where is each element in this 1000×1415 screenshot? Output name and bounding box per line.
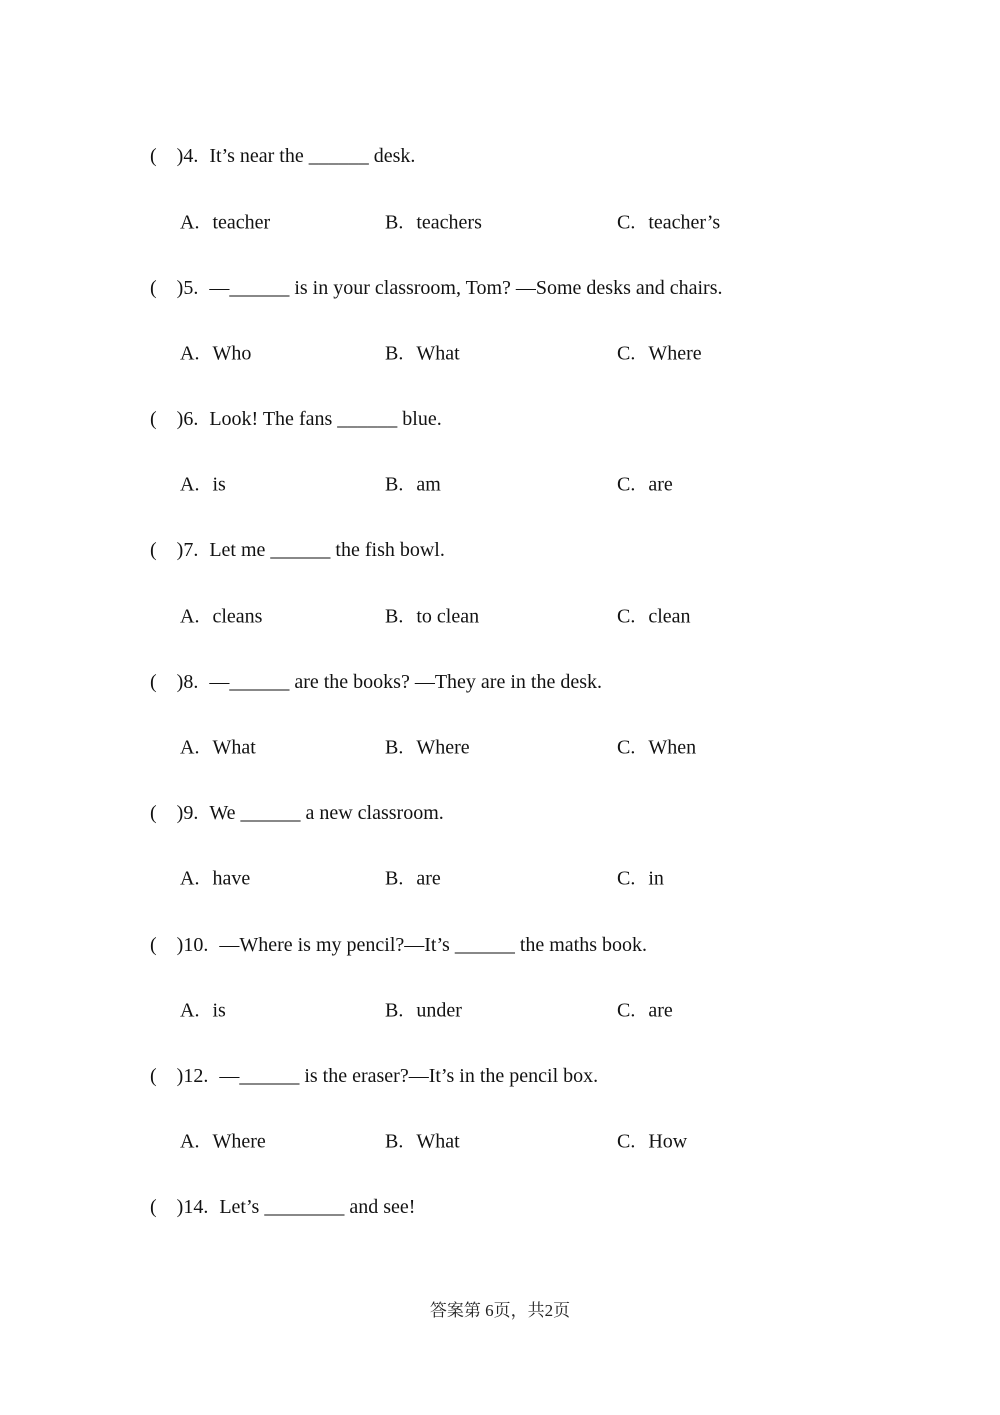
option-c	[617, 474, 673, 497]
option-label: A.	[180, 867, 200, 890]
option-c	[617, 737, 696, 760]
option-label: B.	[385, 605, 404, 628]
options-line-6	[0, 452, 1000, 518]
question-stem: —Where is my pencil?—It’s ______ the maths book.	[219, 933, 648, 956]
option-text: is	[212, 473, 226, 496]
option-label: B.	[385, 736, 404, 759]
question-stem: —______ is the eraser?—It’s in the pencil box.	[219, 1064, 599, 1087]
option-text: cleans	[212, 605, 263, 628]
option-text: How	[648, 1130, 688, 1153]
option-b	[385, 342, 460, 365]
option-text: What	[212, 736, 256, 759]
option-b	[385, 605, 479, 628]
options-line-7	[0, 584, 1000, 650]
question-line-8	[0, 650, 1000, 716]
option-label: C.	[617, 1130, 636, 1153]
option-label: B.	[385, 342, 404, 365]
option-label: A.	[180, 473, 200, 496]
option-text: have	[212, 867, 251, 890]
question-prefix: ( )7.	[150, 539, 199, 562]
option-label: C.	[617, 999, 636, 1022]
option-label: B.	[385, 867, 404, 890]
question-stem: Let’s ________ and see!	[219, 1196, 416, 1219]
option-text: teacher’s	[648, 211, 721, 234]
option-c	[617, 1131, 687, 1154]
option-text: are	[648, 999, 673, 1022]
option-a	[180, 474, 226, 497]
option-label: C.	[617, 736, 636, 759]
question-prefix: ( )8.	[150, 670, 199, 693]
question-line-10	[0, 912, 1000, 978]
option-b	[385, 1131, 460, 1154]
option-text: Where	[648, 342, 702, 365]
option-text: in	[648, 867, 664, 890]
question-line-12	[0, 1044, 1000, 1110]
question-stem: —______ is in your classroom, Tom? —Some desks and chairs.	[209, 276, 723, 299]
option-text: Where	[416, 736, 470, 759]
question-line-7	[0, 518, 1000, 584]
question-stem: Look! The fans ______ blue.	[209, 408, 442, 431]
option-text: clean	[648, 605, 691, 628]
option-label: A.	[180, 1130, 200, 1153]
option-text: What	[416, 1130, 460, 1153]
option-label: C.	[617, 605, 636, 628]
option-text: What	[416, 342, 460, 365]
options-line-10	[0, 978, 1000, 1044]
option-label: C.	[617, 342, 636, 365]
option-a	[180, 211, 270, 234]
question-prefix: ( )14.	[150, 1196, 209, 1219]
option-label: B.	[385, 211, 404, 234]
options-line-4	[0, 190, 1000, 256]
options-line-12	[0, 1109, 1000, 1175]
option-label: C.	[617, 867, 636, 890]
option-text: are	[416, 867, 441, 890]
page-footer: 答案第 6页，共2页	[429, 1301, 571, 1320]
option-b	[385, 474, 441, 497]
question-prefix: ( )12.	[150, 1064, 209, 1087]
option-text: When	[648, 736, 697, 759]
option-a	[180, 737, 256, 760]
question-prefix: ( )4.	[150, 145, 199, 168]
question-stem: —______ are the books? —They are in the desk.	[209, 670, 602, 693]
question-prefix: ( )9.	[150, 802, 199, 825]
option-label: A.	[180, 605, 200, 628]
option-c	[617, 211, 720, 234]
option-text: am	[416, 473, 441, 496]
option-label: B.	[385, 473, 404, 496]
option-label: A.	[180, 999, 200, 1022]
question-line-6	[0, 387, 1000, 453]
question-stem: Let me ______ the fish bowl.	[209, 539, 445, 562]
option-b	[385, 737, 470, 760]
option-b	[385, 211, 482, 234]
option-text: teacher	[212, 211, 271, 234]
option-c	[617, 999, 673, 1022]
option-a	[180, 605, 262, 628]
question-line-9	[0, 781, 1000, 847]
option-text: Where	[212, 1130, 266, 1153]
option-b	[385, 999, 462, 1022]
option-text: under	[416, 999, 462, 1022]
option-label: B.	[385, 1130, 404, 1153]
option-text: is	[212, 999, 226, 1022]
option-a	[180, 999, 226, 1022]
option-a	[180, 342, 251, 365]
question-prefix: ( )5.	[150, 276, 199, 299]
option-label: C.	[617, 211, 636, 234]
options-line-8	[0, 715, 1000, 781]
option-text: are	[648, 473, 673, 496]
option-a	[180, 868, 250, 891]
question-prefix: ( )6.	[150, 408, 199, 431]
option-label: C.	[617, 473, 636, 496]
option-b	[385, 868, 441, 891]
option-c	[617, 605, 691, 628]
option-text: Who	[212, 342, 252, 365]
question-line-14	[0, 1175, 1000, 1241]
option-text: teachers	[416, 211, 482, 234]
option-label: A.	[180, 736, 200, 759]
question-line-5	[0, 255, 1000, 321]
option-c	[617, 342, 702, 365]
option-label: A.	[180, 211, 200, 234]
question-line-4	[0, 124, 1000, 190]
option-c	[617, 868, 664, 891]
option-text: to clean	[416, 605, 480, 628]
question-stem: It’s near the ______ desk.	[209, 145, 416, 168]
option-label: B.	[385, 999, 404, 1022]
question-stem: We ______ a new classroom.	[209, 802, 444, 825]
option-label: A.	[180, 342, 200, 365]
option-a	[180, 1131, 266, 1154]
question-prefix: ( )10.	[150, 933, 209, 956]
options-line-9	[0, 847, 1000, 913]
options-line-5	[0, 321, 1000, 387]
